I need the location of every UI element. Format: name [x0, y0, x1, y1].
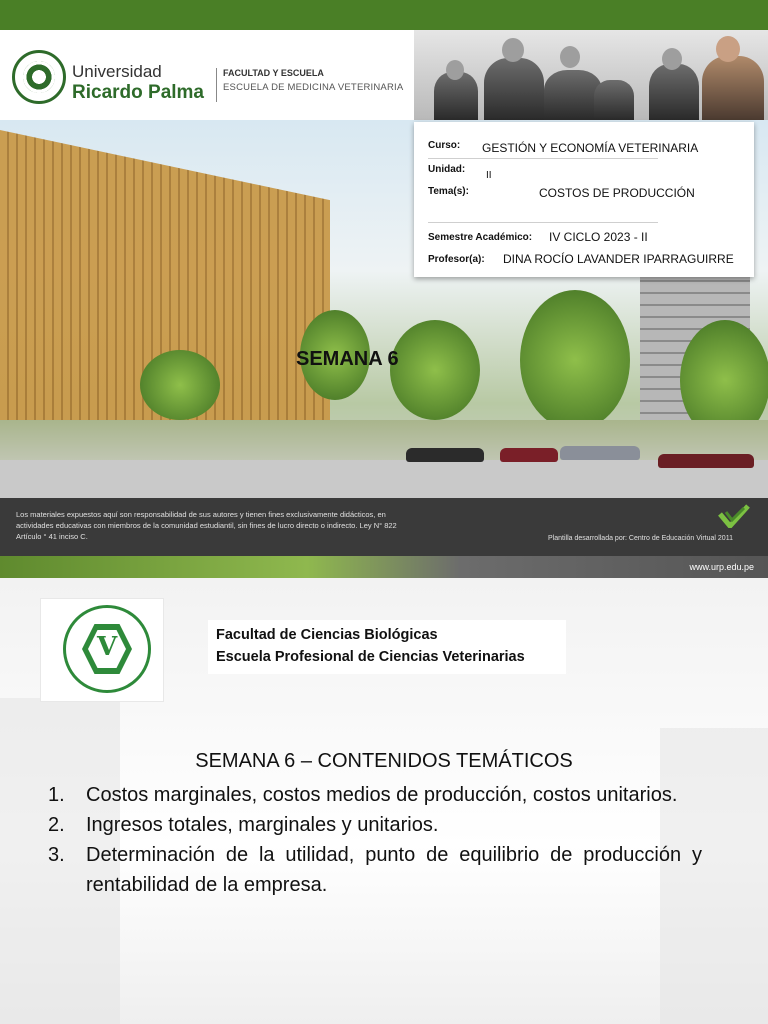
virtual-education-logo-icon [718, 504, 750, 528]
list-item: 3. Determinación de la utilidad, punto de equilibrio de producción y rentabilidad de la empresa. [48, 844, 702, 896]
website-url[interactable]: www.urp.edu.pe [689, 562, 754, 572]
profesor-value: DINA ROCÍO LAVANDER IPARRAGUIRRE [503, 252, 734, 266]
contents-slide [0, 578, 768, 1024]
list-item: 1. Costos marginales, costos medios de producción, costos unitarios. [48, 784, 678, 806]
semestre-label: Semestre Académico: [428, 232, 533, 243]
header-divider [216, 68, 217, 102]
business-people-photo [414, 30, 768, 120]
profesor-label: Profesor(a): [428, 254, 485, 265]
unidad-value: II [486, 170, 492, 181]
university-logo [12, 48, 222, 108]
university-name-line2: Ricardo Palma [72, 82, 204, 103]
template-credit: Plantilla desarrollada por: Centro de Educación Virtual 2011 [548, 535, 733, 542]
vet-seal-icon: V [63, 605, 151, 693]
university-seal-icon [12, 50, 66, 104]
temas-value: COSTOS DE PRODUCCIÓN [539, 186, 695, 200]
top-green-bar [0, 0, 768, 30]
contents-heading: SEMANA 6 – CONTENIDOS TEMÁTICOS [195, 750, 573, 772]
vet-school-seal [40, 598, 164, 702]
unidad-label: Unidad: [428, 164, 466, 175]
disclaimer-text: Los materiales expuestos aquí son responsabilidad de sus autores y tienen fines exclusivamente didácticos, en actividades educativas con miembros de la comunidad estudiantil, sin fines de lucro directo o indirecto. Ley N° 822 Artículo ° 41 inciso C. [16, 510, 397, 541]
url-bar [0, 556, 768, 578]
slide-title: SEMANA 6 [296, 348, 399, 370]
university-name-line1: Universidad [72, 62, 162, 81]
temas-label: Tema(s): [428, 186, 469, 197]
list-item: 2. Ingresos totales, marginales y unitarios. [48, 814, 439, 836]
school-name: ESCUELA DE MEDICINA VETERINARIA [223, 82, 404, 93]
semestre-value: IV CICLO 2023 - II [549, 230, 648, 244]
curso-label: Curso: [428, 140, 461, 151]
faculty-heading: FACULTAD Y ESCUELA [223, 68, 324, 78]
topics-list [48, 780, 702, 900]
faculty-name: Facultad de Ciencias Biológicas [216, 627, 438, 643]
faculty-box [208, 620, 566, 674]
school-name-full: Escuela Profesional de Ciencias Veterinarias [216, 649, 525, 665]
curso-value: GESTIÓN Y ECONOMÍA VETERINARIA [482, 141, 699, 155]
course-info-card [414, 122, 754, 277]
